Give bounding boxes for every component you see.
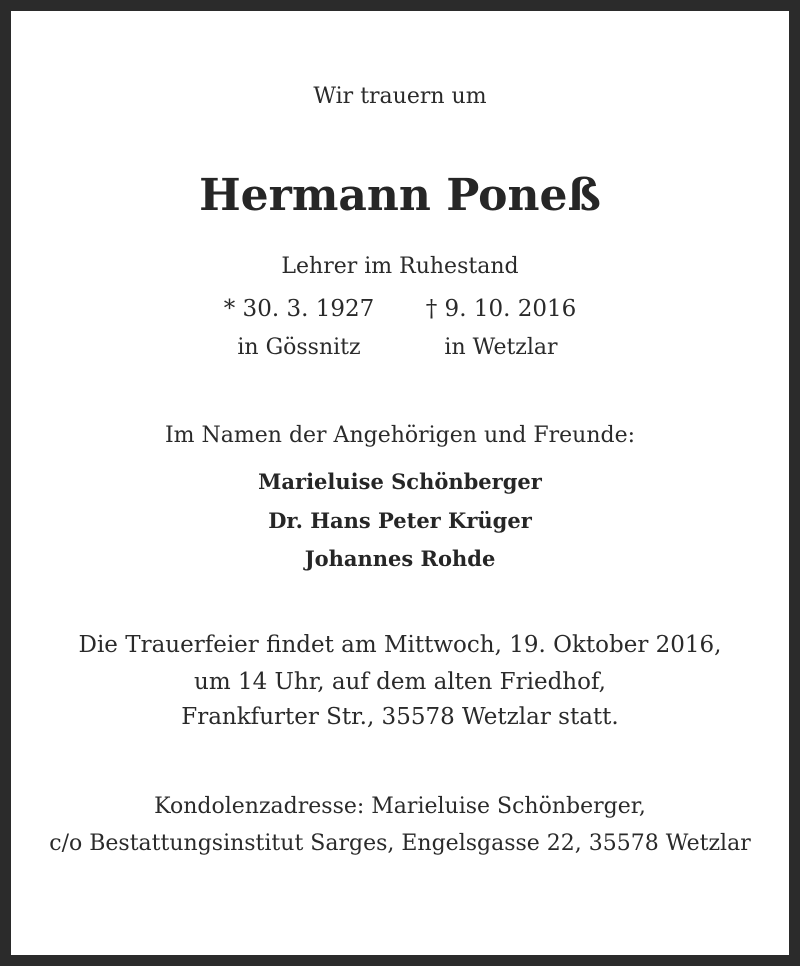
birth-place: in Gössnitz [237, 335, 361, 360]
service-info-line: Die Trauerfeier findet am Mittwoch, 19. Oktober 2016, [78, 632, 722, 658]
closing-text: Im Namen der Angehörigen und Freunde: [164, 423, 636, 448]
condolence-address-line: c/o Bestattungsinstitut Sarges, Engelsgasse 22, 35578 Wetzlar [49, 831, 751, 856]
service-info-line: Frankfurter Str., 35578 Wetzlar statt. [181, 704, 619, 730]
mourner-name: Dr. Hans Peter Krüger [268, 508, 532, 533]
death-date: † 9. 10. 2016 [425, 296, 577, 322]
condolence-address-line: Kondolenzadresse: Marieluise Schönberger, [154, 794, 646, 819]
deceased-name: Hermann Poneß [199, 170, 601, 221]
mourner-name: Johannes Rohde [304, 546, 496, 571]
service-info-line: um 14 Uhr, auf dem alten Friedhof, [194, 669, 606, 695]
birth-date: * 30. 3. 1927 [223, 296, 375, 322]
mourner-name: Marieluise Schönberger [258, 469, 542, 494]
occupation-text: Lehrer im Ruhestand [281, 254, 519, 279]
intro-text: Wir trauern um [313, 84, 487, 109]
death-place: in Wetzlar [444, 335, 558, 360]
